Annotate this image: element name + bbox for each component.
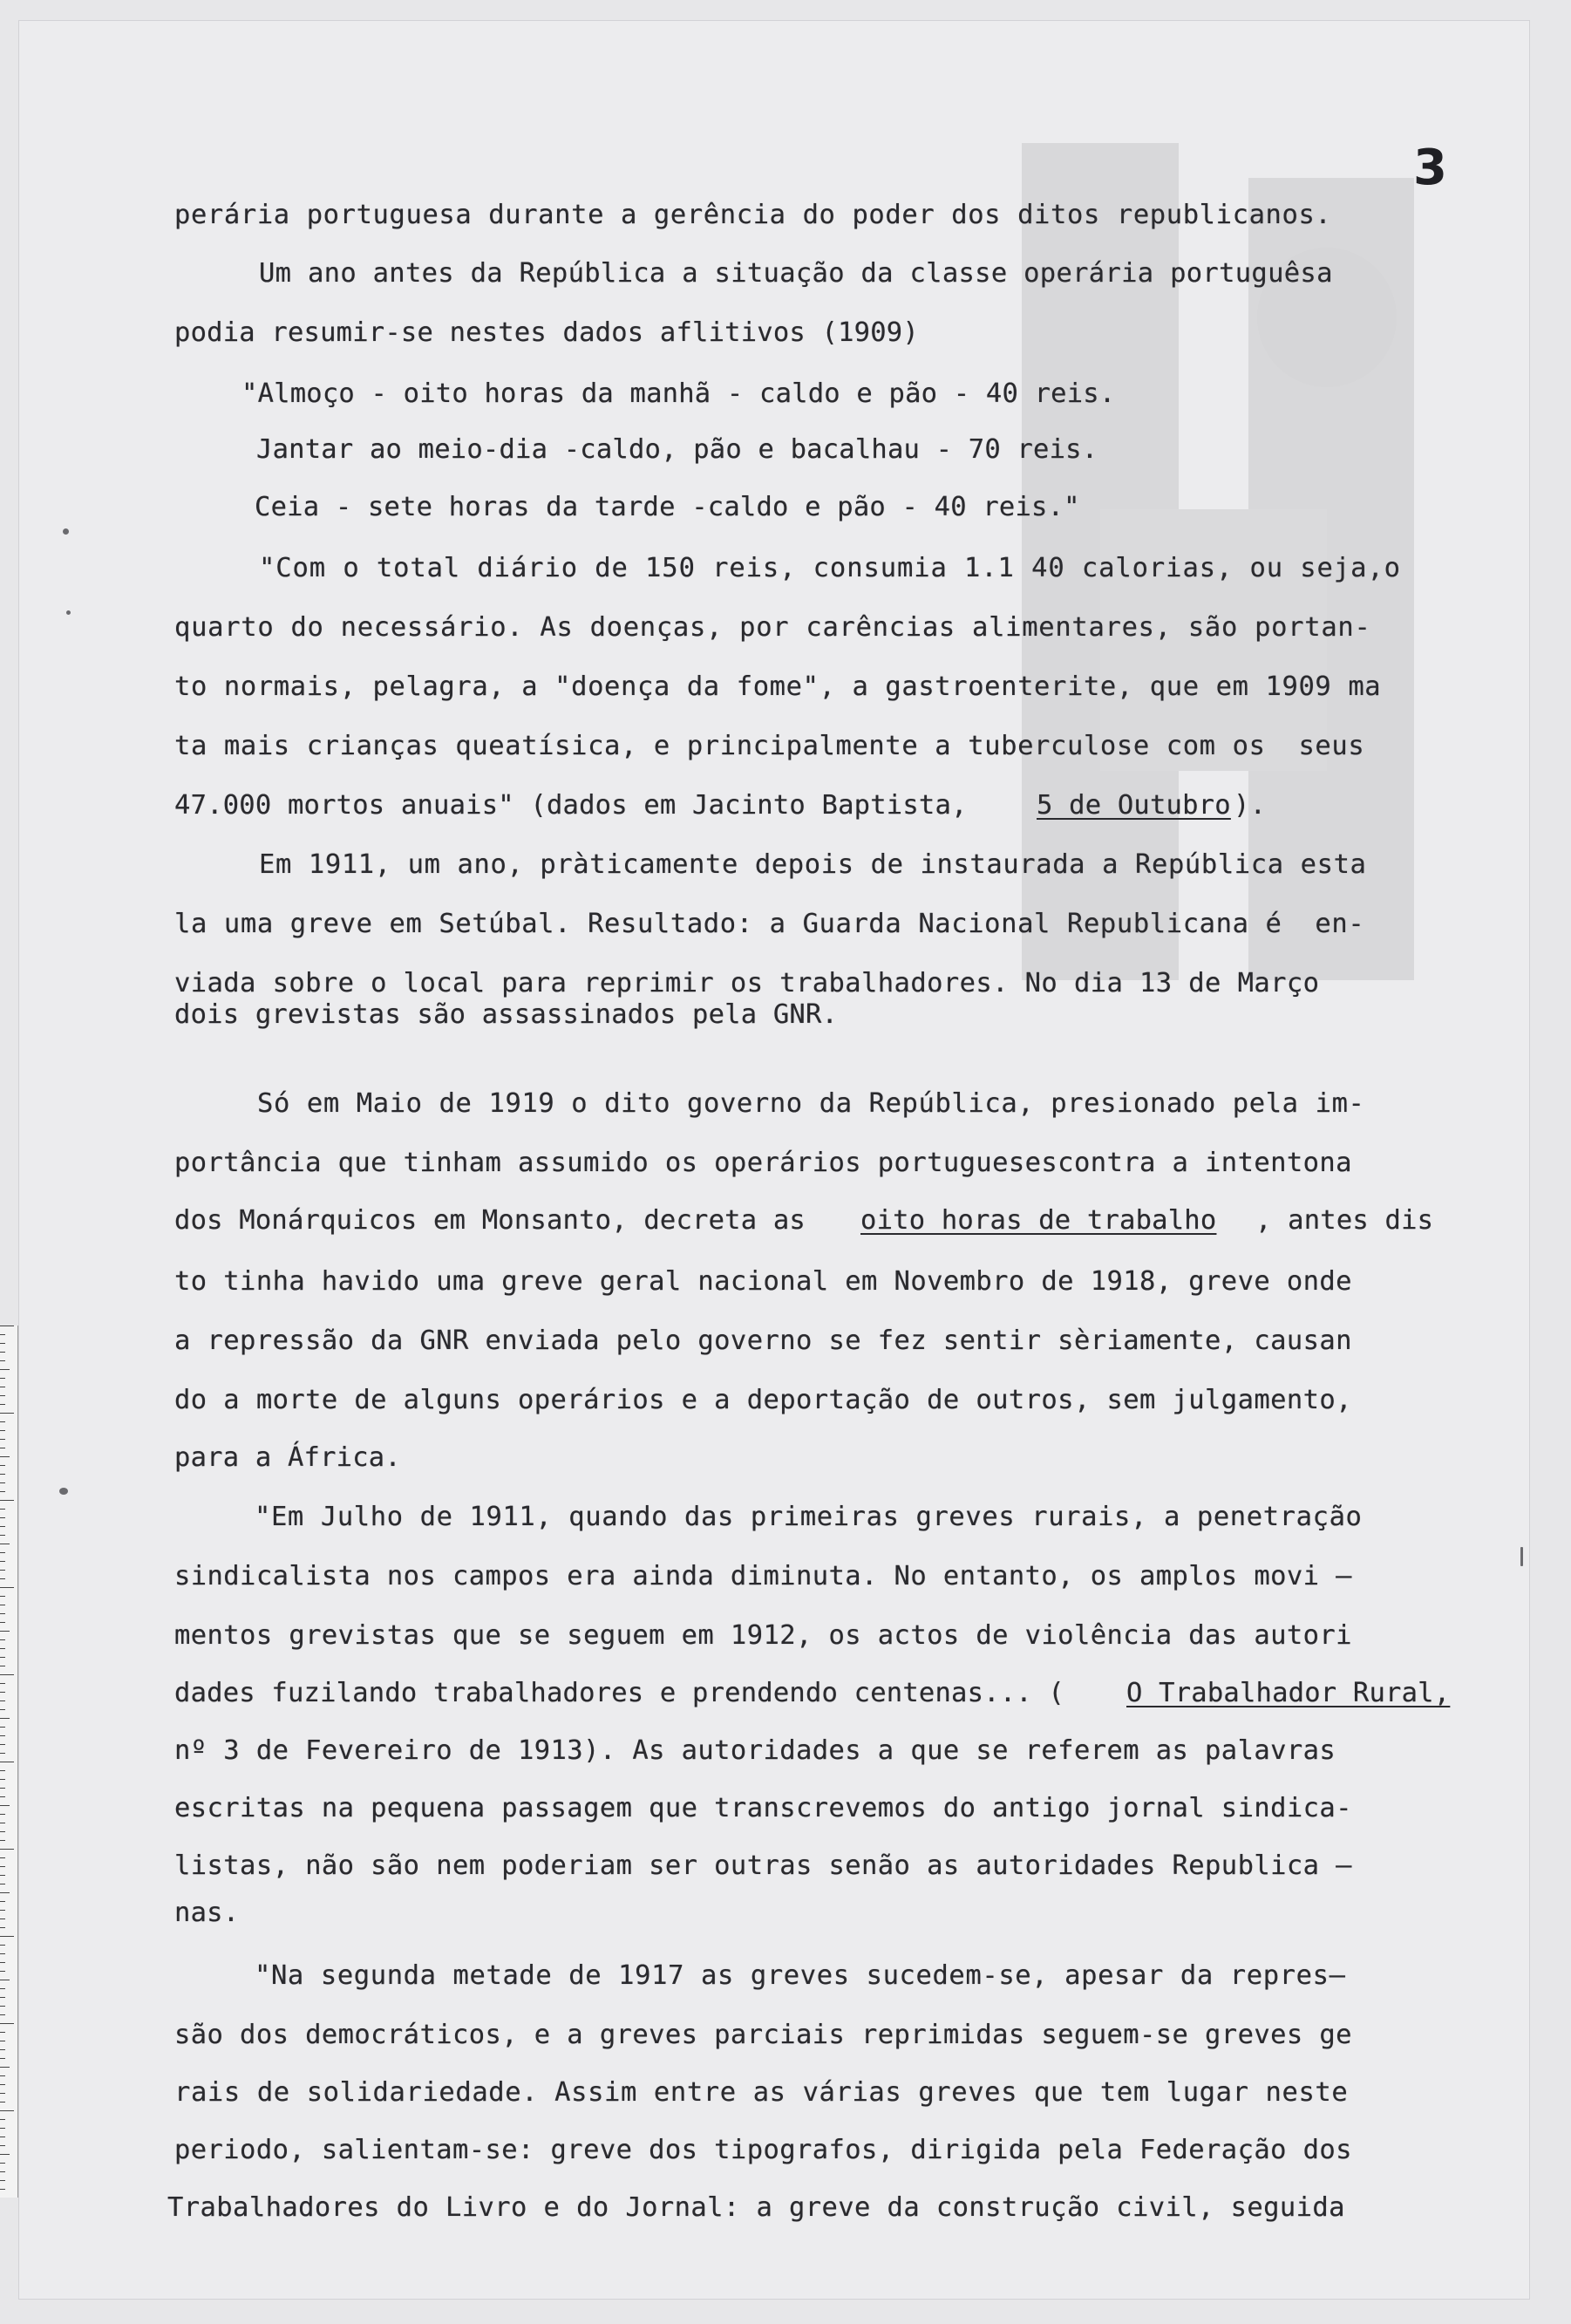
ruler-tick bbox=[0, 1857, 5, 1858]
ruler-tick bbox=[0, 1814, 5, 1815]
ruler-tick bbox=[0, 1395, 5, 1396]
ruler-tick bbox=[0, 1439, 5, 1440]
ruler-tick bbox=[0, 1421, 5, 1422]
ruler-tick bbox=[0, 1901, 5, 1902]
ruler-tick bbox=[0, 2171, 5, 2172]
ruler-tick bbox=[0, 1866, 5, 1867]
ruler-tick bbox=[0, 1456, 10, 1457]
ruler-tick bbox=[0, 1735, 5, 1736]
ruler-tick bbox=[0, 1727, 5, 1728]
text-line: Jantar ao meio-dia -caldo, pão e bacalhau - 70 reis. bbox=[256, 434, 1098, 465]
ruler-tick bbox=[0, 2006, 5, 2007]
ruler-tick bbox=[0, 1622, 5, 1623]
ruler-tick bbox=[0, 2154, 10, 2155]
ruler-tick bbox=[0, 1683, 5, 1684]
ruler-tick bbox=[0, 1953, 5, 1954]
ruler-tick bbox=[0, 1613, 5, 1614]
ruler-tick bbox=[0, 1517, 5, 1518]
ruler-tick bbox=[0, 1988, 5, 1989]
text-line: dades fuzilando trabalhadores e prendendo centenas... ( bbox=[174, 1678, 1064, 1708]
ruler-tick bbox=[0, 1430, 5, 1431]
ruler-tick bbox=[0, 1352, 5, 1353]
text-line: Só em Maio de 1919 o dito governo da República, presionado pela im- bbox=[257, 1088, 1365, 1119]
ruler-tick bbox=[0, 1700, 5, 1701]
ruler-tick bbox=[0, 1465, 5, 1466]
ruler-tick bbox=[0, 2145, 5, 2146]
text-line: rais de solidariedade. Assim entre as várias greves que tem lugar neste bbox=[174, 2077, 1349, 2108]
ruler-tick bbox=[0, 1770, 5, 1771]
ruler-tick bbox=[0, 1596, 5, 1597]
citation-underlined: 5 de Outubro bbox=[1037, 790, 1231, 821]
text-line: periodo, salientam-se: greve dos tipografos, dirigida pela Federação dos bbox=[174, 2135, 1352, 2165]
ruler-tick bbox=[0, 2058, 5, 2059]
ruler-tick bbox=[0, 1509, 5, 1510]
ruler-tick bbox=[0, 1692, 5, 1693]
text-line: nº 3 de Fevereiro de 1913). As autoridades a que se referem as palavras bbox=[174, 1735, 1336, 1766]
page-number: 3 bbox=[1413, 140, 1447, 196]
text-line: "Na segunda metade de 1917 as greves sucedem-se, apesar da repres— bbox=[255, 1960, 1346, 1991]
ruler-tick bbox=[0, 1805, 10, 1806]
ruler-tick bbox=[0, 1910, 5, 1911]
ruler-tick bbox=[0, 1997, 5, 1998]
ruler-tick bbox=[0, 1779, 5, 1780]
ruler-tick bbox=[0, 1709, 5, 1710]
text-line: são dos democráticos, e a greves parciais reprimidas seguem-se greves ge bbox=[174, 2020, 1352, 2050]
ruler-tick bbox=[0, 1918, 5, 1919]
ruler-tick bbox=[0, 1369, 10, 1370]
text-line: para a África. bbox=[174, 1442, 401, 1473]
text-line: "Almoço - oito horas da manhã - caldo e pão - 40 reis. bbox=[241, 378, 1116, 409]
ruler-tick bbox=[0, 2014, 5, 2015]
ruler-tick bbox=[0, 1587, 14, 1588]
text-line: dois grevistas são assassinados pela GNR. bbox=[174, 999, 839, 1030]
text-line: to tinha havido uma greve geral nacional em Novembro de 1918, greve onde bbox=[174, 1266, 1352, 1297]
ruler-tick bbox=[0, 2067, 10, 2068]
ruler-tick bbox=[0, 1360, 5, 1361]
text-line: sindicalista nos campos era ainda diminuta. No entanto, os amplos movi — bbox=[174, 1561, 1352, 1591]
ruler-tick bbox=[0, 1578, 5, 1579]
ruler-tick bbox=[0, 1378, 5, 1379]
ruler-tick bbox=[0, 1413, 14, 1414]
ruler-tick bbox=[0, 1875, 5, 1876]
ruler-tick bbox=[0, 1491, 5, 1492]
ruler-tick bbox=[0, 2189, 5, 2190]
ruler-tick bbox=[0, 1962, 5, 1963]
ruler-tick bbox=[0, 1753, 5, 1754]
text-line: do a morte de alguns operários e a deportação de outros, sem julgamento, bbox=[174, 1385, 1352, 1415]
ruler-tick bbox=[0, 2093, 5, 2094]
ruler-tick bbox=[0, 2110, 14, 2111]
ruler-tick bbox=[0, 1840, 5, 1841]
ruler-tick bbox=[0, 1334, 5, 1335]
ruler-tick bbox=[0, 2049, 5, 2050]
ruler-tick bbox=[0, 1744, 5, 1745]
text-line: perária portuguesa durante a gerência do poder dos ditos republicanos. bbox=[174, 200, 1332, 230]
citation-underlined: O Trabalhador Rural, bbox=[1126, 1678, 1451, 1708]
text-line: dos Monárquicos em Monsanto, decreta as bbox=[174, 1205, 806, 1236]
text-line: nas. bbox=[174, 1898, 240, 1928]
ruler-tick bbox=[0, 1552, 5, 1553]
ruler-tick bbox=[0, 1927, 5, 1928]
ruler-tick bbox=[0, 2163, 5, 2164]
ruler-tick bbox=[0, 1343, 5, 1344]
text-line: 47.000 mortos anuais" (dados em Jacinto Baptista, bbox=[174, 790, 968, 821]
emphasis-underlined: oito horas de trabalho bbox=[860, 1205, 1217, 1236]
text-line: a repressão da GNR enviada pelo governo se fez sentir sèriamente, causan bbox=[174, 1326, 1352, 1356]
text-line: listas, não são nem poderiam ser outras senão as autoridades Republica — bbox=[174, 1850, 1352, 1881]
text-line: escritas na pequena passagem que transcrevemos do antigo jornal sindica- bbox=[174, 1793, 1352, 1823]
typewritten-body bbox=[19, 21, 1529, 2299]
text-line: podia resumir-se nestes dados aflitivos (1909) bbox=[174, 317, 919, 348]
text-line: Trabalhadores do Livro e do Jornal: a greve da construção civil, seguida bbox=[167, 2192, 1345, 2223]
ruler-tick bbox=[0, 1482, 5, 1483]
ruler-tick bbox=[0, 2032, 5, 2033]
ruler-tick bbox=[0, 2023, 14, 2024]
ruler-tick bbox=[0, 2075, 5, 2076]
ruler-tick bbox=[0, 2119, 5, 2120]
ruler-tick bbox=[0, 1631, 10, 1632]
text-line: mentos grevistas que se seguem em 1912, os actos de violência das autori bbox=[174, 1620, 1352, 1651]
ruler-tick bbox=[0, 1892, 10, 1893]
ruler-tick bbox=[0, 1657, 5, 1658]
ruler-tick bbox=[0, 2102, 5, 2103]
ruler-tick bbox=[0, 1674, 14, 1675]
text-line: la uma greve em Setúbal. Resultado: a Guarda Nacional Republicana é en- bbox=[174, 909, 1365, 939]
document-page bbox=[19, 21, 1529, 2299]
ruler-tick bbox=[0, 1718, 10, 1719]
ruler-tick bbox=[0, 1639, 5, 1640]
punch-mark bbox=[1520, 1547, 1523, 1566]
text-line: portância que tinham assumido os operários portuguesescontra a intentona bbox=[174, 1148, 1352, 1178]
ruler-tick bbox=[0, 1971, 5, 1972]
text-line: ). bbox=[1234, 790, 1267, 821]
text-line: ta mais crianças queatísica, e principalmente a tuberculose com os seus bbox=[174, 731, 1365, 761]
ruler-tick bbox=[0, 1788, 5, 1789]
punch-mark bbox=[63, 528, 69, 535]
ruler-tick bbox=[0, 1561, 5, 1562]
text-line: "Com o total diário de 150 reis, consumia 1.1 40 calorias, ou seja,o bbox=[259, 553, 1401, 583]
text-line: "Em Julho de 1911, quando das primeiras greves rurais, a penetração bbox=[255, 1502, 1363, 1532]
ruler-tick bbox=[0, 1500, 14, 1501]
ruler-tick bbox=[0, 1535, 5, 1536]
ruler-tick bbox=[0, 1796, 5, 1797]
ruler-tick bbox=[0, 1474, 5, 1475]
text-line: Ceia - sete horas da tarde -caldo e pão - 40 reis." bbox=[255, 492, 1080, 522]
text-line: Em 1911, um ano, pràticamente depois de instaurada a República esta bbox=[259, 849, 1367, 880]
text-line: to normais, pelagra, a "doença da fome", a gastroenterite, que em 1909 ma bbox=[174, 671, 1382, 702]
ruler-tick bbox=[0, 1849, 14, 1850]
ruler-tick bbox=[0, 1570, 5, 1571]
ruler-tick bbox=[0, 2180, 5, 2181]
ruler-tick bbox=[0, 1404, 5, 1405]
punch-mark bbox=[59, 1488, 68, 1495]
ruler-tick bbox=[0, 1945, 5, 1946]
text-line: Um ano antes da República a situação da classe operária portuguêsa bbox=[259, 258, 1333, 289]
text-line: quarto do necessário. As doenças, por carências alimentares, são portan- bbox=[174, 612, 1371, 643]
measurement-ruler bbox=[0, 1326, 18, 2198]
ruler-tick bbox=[0, 1648, 5, 1649]
text-line: viada sobre o local para reprimir os trabalhadores. No dia 13 de Março bbox=[174, 968, 1320, 998]
ruler-tick bbox=[0, 2128, 5, 2129]
ruler-tick bbox=[0, 1526, 5, 1527]
text-line: , antes dis bbox=[1255, 1205, 1434, 1236]
punch-mark bbox=[66, 610, 71, 615]
ruler-tick bbox=[0, 2084, 5, 2085]
ruler-tick bbox=[0, 1831, 5, 1832]
ruler-tick bbox=[0, 1936, 14, 1937]
